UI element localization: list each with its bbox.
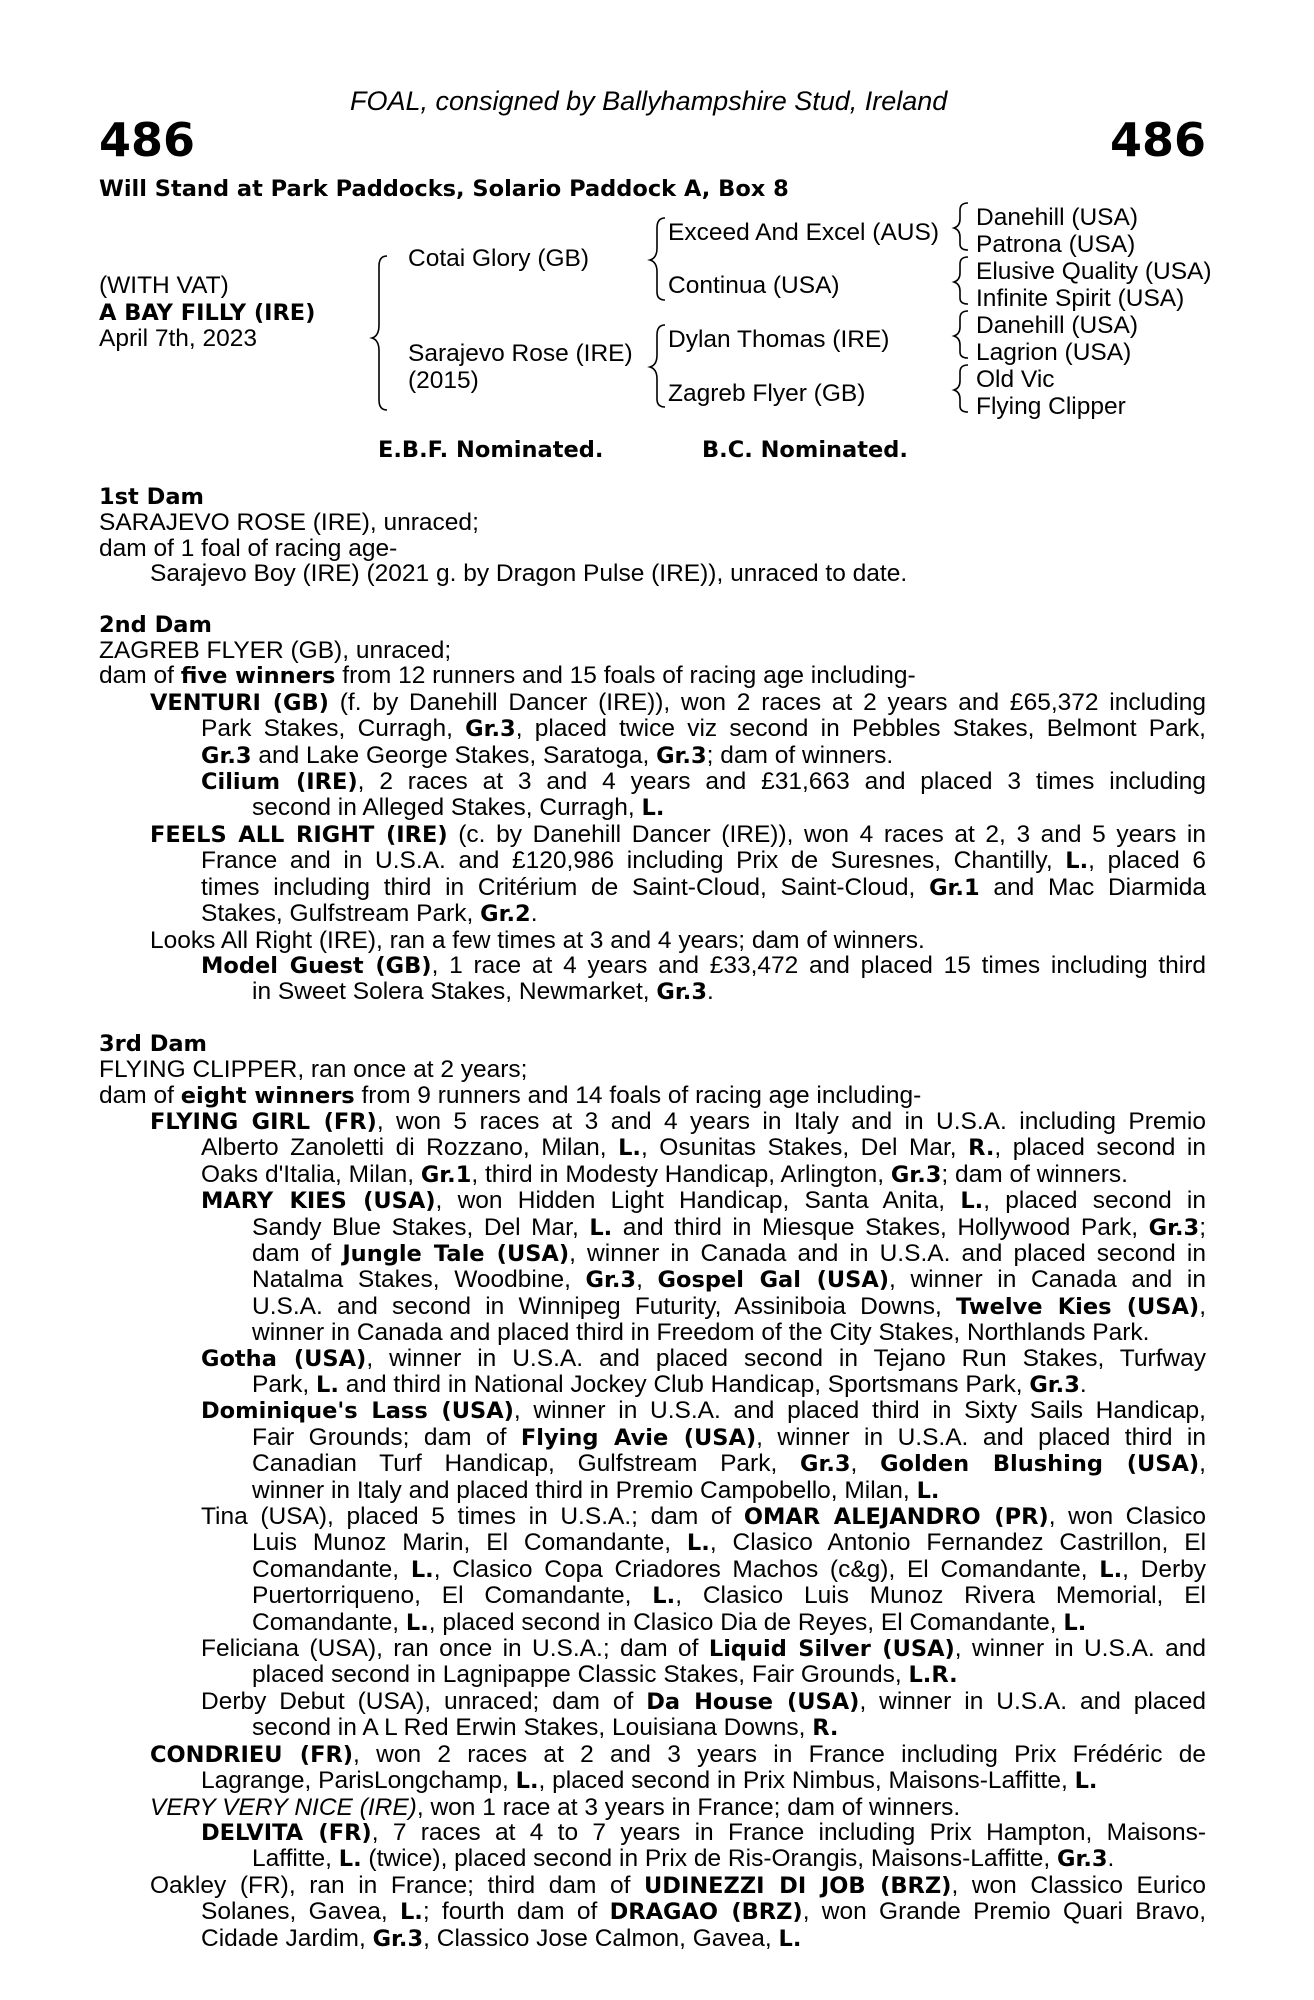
text-segment: ; fourth dam of	[422, 1898, 610, 1926]
bold-text: Gr.3	[656, 742, 707, 769]
third-dam-line: FLYING CLIPPER, ran once at 2 years;	[99, 1056, 528, 1084]
text-segment: , placed 6	[1088, 847, 1207, 875]
gg-7: Old Vic	[976, 366, 1055, 393]
bold-text: VENTURI (GB)	[150, 689, 329, 716]
first-dam-line: SARAJEVO ROSE (IRE), unraced;	[99, 509, 479, 537]
text-segment: and third in National Jockey Club Handicap, Sportsmans Park,	[338, 1371, 1030, 1398]
text-segment: , won Classico Eurico	[951, 1871, 1206, 1899]
text-segment: in Sweet Solera Stakes, Newmarket,	[252, 978, 657, 1006]
bold-text: Dominique's Lass (USA)	[201, 1398, 514, 1425]
text-segment: , placed second in	[983, 1187, 1207, 1215]
feels-entry-cont	[99, 875, 1206, 901]
bold-text: OMAR ALEJANDRO (PR)	[743, 1504, 1049, 1531]
text-segment: ;	[1199, 1213, 1206, 1241]
feels-entry	[99, 822, 1206, 848]
bold-text: L.	[399, 1899, 423, 1926]
text-segment: , winner in Canada and in U.S.A. and placed second in	[569, 1239, 1206, 1267]
text-segment: , Derby	[1122, 1555, 1207, 1583]
delvita-entry	[99, 1820, 1206, 1846]
text-segment: from 9 runners and 14 foals of racing age including-	[354, 1081, 922, 1109]
text-segment: Puertorriqueno, El Comandante,	[252, 1582, 653, 1610]
text-segment: second in Alleged Stakes, Curragh,	[252, 794, 642, 822]
text-segment: (twice), placed second in Prix de Ris-Orangis, Maisons-Laffitte,	[361, 1845, 1057, 1873]
text-segment: , Clasico Antonio Fernandez Castrillon, El	[709, 1529, 1207, 1557]
dominiques-lass-entry-cont	[99, 1451, 1206, 1477]
stand-location: Will Stand at Park Paddocks, Solario Paddock A, Box 8	[99, 176, 789, 202]
text-segment: , placed second in Prix Nimbus, Maisons-Laffitte,	[538, 1767, 1075, 1795]
dam: Sarajevo Rose (IRE)	[408, 340, 633, 367]
venturi-entry	[99, 690, 1206, 716]
bold-text: L.	[778, 1925, 802, 1952]
text-segment: placed second in Lagnipappe Classic Stakes, Fair Grounds,	[252, 1661, 909, 1689]
oakley-entry-cont	[99, 1899, 1206, 1925]
bold-text: five winners	[180, 663, 336, 690]
bold-text: Gr.3	[372, 1925, 424, 1952]
bold-text: Gospel Gal (USA)	[657, 1267, 890, 1294]
text-segment: , won 5 races at 3 and 4 years in Italy and in U.S.A. including Premio	[376, 1107, 1206, 1135]
bold-text: Liquid Silver (USA)	[708, 1636, 955, 1663]
text-segment: Tina (USA), placed 5 times in U.S.A.; dam of	[201, 1503, 744, 1531]
text-segment: Cidade Jardim,	[201, 1924, 373, 1952]
bold-text: L.	[589, 1214, 613, 1241]
text-segment: ; dam of winners.	[706, 741, 894, 769]
very-very-nice-entry	[99, 1795, 1206, 1820]
bold-text: L.	[686, 1530, 710, 1557]
text-segment: , Clasico Copa Criadores Machos (c&g), El Comandante,	[433, 1555, 1100, 1583]
bold-text: L.	[916, 1477, 940, 1504]
text-segment: VERY VERY NICE (IRE)	[150, 1793, 417, 1821]
text-segment: U.S.A. and second in Winnipeg Futurity, Assiniboia Downs,	[252, 1292, 956, 1320]
condrieu-entry-cont	[99, 1768, 1206, 1794]
bold-text: L.	[652, 1583, 676, 1610]
bold-text: DELVITA (FR)	[201, 1819, 372, 1846]
text-segment: ,	[636, 1266, 658, 1294]
oakley-entry	[99, 1873, 1206, 1899]
ebf-nomination: E.B.F. Nominated.	[378, 437, 604, 463]
foaling-date: April 7th, 2023	[99, 325, 257, 352]
text-segment: Lagrange, ParisLongchamp,	[201, 1767, 516, 1795]
dam-dam: Zagreb Flyer (GB)	[668, 380, 866, 407]
bold-text: Flying Avie (USA)	[520, 1424, 757, 1451]
second-dam-heading: 2nd Dam	[99, 611, 212, 638]
bold-text: L.	[316, 1372, 339, 1398]
text-segment: ,	[1199, 1292, 1206, 1320]
text-segment: France and in U.S.A. and £120,986 including Prix de Suresnes, Chantilly,	[201, 847, 1066, 875]
bold-text: FLYING GIRL (FR)	[150, 1108, 377, 1135]
gg-8: Flying Clipper	[976, 393, 1126, 420]
text-segment: ; dam of winners.	[941, 1160, 1128, 1188]
mary-kies-entry-cont	[99, 1267, 1206, 1293]
sire-dam: Continua (USA)	[668, 272, 840, 299]
bold-text: L.	[618, 1135, 641, 1162]
text-segment: Stakes, Gulfstream Park,	[201, 900, 481, 928]
flying-girl-entry-cont	[99, 1135, 1206, 1161]
bold-text: MARY KIES (USA)	[201, 1188, 436, 1215]
text-segment: times including third in Critérium de Saint-Cloud, Saint-Cloud,	[201, 873, 930, 901]
model-guest-entry	[99, 953, 1206, 979]
text-segment: , placed second in Clasico Dia de Reyes, El Comandante,	[428, 1608, 1064, 1636]
text-segment: , 7 races at 4 to 7 years in France including Prix Hampton, Maisons-	[371, 1818, 1207, 1846]
bold-text: eight winners	[180, 1082, 355, 1109]
bold-text: Gr.1	[929, 874, 980, 901]
bold-text: L.	[405, 1609, 429, 1636]
text-segment: .	[530, 900, 538, 928]
bold-text: L.	[1074, 1768, 1098, 1795]
text-segment: Natalma Stakes, Woodbine,	[252, 1266, 586, 1294]
bc-nomination: B.C. Nominated.	[702, 437, 908, 463]
text-segment: Alberto Zanoletti di Rozzano, Milan,	[201, 1134, 619, 1162]
text-segment: , won 2 races at 2 and 3 years in France including Prix Frédéric de	[353, 1740, 1206, 1768]
text-segment: Canadian Turf Handicap, Gulfstream Park,	[252, 1450, 800, 1478]
bold-text: FEELS ALL RIGHT (IRE)	[150, 821, 448, 848]
vat-note: (WITH VAT)	[99, 272, 229, 299]
bold-text: L.	[515, 1768, 539, 1795]
bold-text: L.	[410, 1556, 434, 1583]
text-segment: Oaks d'Italia, Milan,	[201, 1160, 421, 1188]
gg-2: Patrona (USA)	[976, 231, 1136, 258]
venturi-entry-cont	[99, 716, 1206, 742]
bold-text: L.	[641, 795, 665, 822]
second-dam-summary	[99, 663, 1206, 689]
bold-text: Gr.3	[890, 1161, 942, 1188]
text-segment: Fair Grounds; dam of	[252, 1423, 521, 1451]
catalogue-body	[99, 485, 1206, 1952]
bold-text: Gr.3	[656, 979, 707, 1006]
lot-title: A BAY FILLY (IRE)	[99, 300, 316, 326]
tina-entry	[99, 1504, 1206, 1530]
text-segment: , won Clasico	[1048, 1503, 1207, 1531]
text-segment: .	[706, 978, 714, 1006]
first-dam-heading: 1st Dam	[99, 484, 204, 510]
mary-kies-entry	[99, 1188, 1206, 1214]
text-segment: , winner in U.S.A. and placed	[859, 1687, 1206, 1715]
text-segment: second in A L Red Erwin Stakes, Louisiana Downs,	[252, 1714, 813, 1742]
text-segment: dam of	[99, 662, 181, 690]
gg-1: Danehill (USA)	[976, 204, 1139, 231]
bold-text: L.	[960, 1188, 984, 1215]
text-segment: .	[1107, 1845, 1115, 1873]
derby-debut-entry-cont	[99, 1715, 1206, 1741]
bold-text: L.	[338, 1846, 362, 1873]
bold-text: Da House (USA)	[646, 1688, 860, 1715]
bold-text: CONDRIEU (FR)	[150, 1741, 354, 1768]
text-segment: (f. by Danehill Dancer (IRE)), won 2 races at 2 years and £65,372 including	[328, 688, 1207, 716]
bold-text: L.	[1065, 848, 1089, 875]
text-segment: Laffitte,	[252, 1845, 339, 1873]
gg-6: Lagrion (USA)	[976, 339, 1132, 366]
bold-text: Jungle Tale (USA)	[342, 1240, 570, 1267]
dominiques-lass-entry-cont	[99, 1478, 1206, 1504]
text-segment: Comandante,	[252, 1555, 411, 1583]
text-segment: , 2 races at 3 and 4 years and £31,663 and placed 3 times including	[357, 768, 1206, 796]
text-segment: , Classico Jose Calmon, Gavea,	[423, 1924, 779, 1952]
mary-kies-entry-cont	[99, 1215, 1206, 1241]
derby-debut-entry	[99, 1689, 1206, 1715]
gg-5: Danehill (USA)	[976, 312, 1139, 339]
text-segment: , placed twice viz second in Pebbles Stakes, Belmont Park,	[515, 715, 1206, 743]
tina-entry-cont	[99, 1557, 1206, 1583]
cilium-entry	[99, 769, 1206, 795]
text-segment: and third in Miesque Stakes, Hollywood Park,	[612, 1213, 1149, 1241]
text-segment: Comandante,	[252, 1608, 406, 1636]
produce-entry: Sarajevo Boy (IRE) (2021 g. by Dragon Pulse (IRE)), unraced to date.	[150, 560, 908, 588]
text-segment: , Osunitas Stakes, Del Mar,	[640, 1134, 969, 1162]
looks-entry: Looks All Right (IRE), ran a few times at 3 and 4 years; dam of winners.	[150, 926, 925, 954]
text-segment: winner in Italy and placed third in Premio Campobello, Milan,	[252, 1476, 917, 1504]
model-guest-entry-cont	[99, 979, 1206, 1005]
bold-text: Gr.3	[1148, 1214, 1200, 1241]
first-dam-foals: dam of 1 foal of racing age-	[99, 534, 398, 562]
third-dam-summary	[99, 1083, 1206, 1109]
bold-text: Gr.3	[201, 742, 252, 769]
feliciana-entry	[99, 1636, 1206, 1662]
text-segment	[99, 587, 1206, 613]
text-segment: , winner in U.S.A. and placed third in Sixty Sails Handicap,	[513, 1397, 1206, 1425]
sire: Cotai Glory (GB)	[408, 245, 590, 272]
text-segment: Derby Debut (USA), unraced; dam of	[201, 1687, 647, 1715]
text-segment: Sandy Blue Stakes, Del Mar,	[252, 1213, 590, 1241]
mary-kies-entry-cont	[99, 1294, 1206, 1320]
text-segment: Feliciana (USA), ran once in U.S.A.; dam of	[201, 1635, 709, 1663]
bold-text: L.	[1063, 1609, 1087, 1636]
text-segment: Park,	[252, 1371, 316, 1398]
dominiques-lass-entry-cont	[99, 1425, 1206, 1451]
text-segment	[99, 1006, 1206, 1032]
bold-text: Twelve Kies (USA)	[955, 1293, 1200, 1320]
text-segment: (c. by Danehill Dancer (IRE)), won 4 races at 2, 3 and 5 years in	[447, 820, 1207, 848]
text-segment: ,	[1199, 1450, 1206, 1478]
text-segment: Park Stakes, Curragh,	[201, 715, 466, 743]
text-segment: dam of	[99, 1081, 181, 1109]
dam-year: (2015)	[408, 367, 479, 394]
mary-kies-entry-cont	[99, 1241, 1206, 1267]
feels-entry-cont	[99, 901, 1206, 927]
bold-text: Gr.3	[585, 1267, 637, 1294]
text-segment: Luis Munoz Marin, El Comandante,	[252, 1529, 687, 1557]
tina-entry-cont	[99, 1610, 1206, 1636]
text-segment: , winner in U.S.A. and placed second in Tejano Run Stakes, Turfway	[366, 1344, 1207, 1372]
bold-text: Cilium (IRE)	[201, 769, 358, 796]
text-segment: , won Hidden Light Handicap, Santa Anita,	[435, 1187, 961, 1215]
text-segment: , winner in U.S.A. and placed third in	[756, 1423, 1206, 1451]
sire-sire: Exceed And Excel (AUS)	[668, 219, 939, 246]
text-segment: , won Grande Premio Quari Bravo,	[802, 1898, 1206, 1926]
text-segment: ,	[850, 1450, 881, 1478]
bold-text: Gr.3	[1056, 1846, 1108, 1873]
venturi-entry-cont	[99, 743, 1206, 769]
text-segment: , placed second in	[994, 1134, 1206, 1162]
bold-text: L.	[1099, 1556, 1123, 1583]
oakley-entry-cont	[99, 1926, 1206, 1952]
text-segment: , won 1 race at 3 years in France; dam of winners.	[416, 1793, 961, 1821]
text-segment: , winner in Canada and in	[889, 1266, 1206, 1294]
text-segment: .	[1079, 1371, 1087, 1398]
text-segment: , third in Modesty Handicap, Arlington,	[471, 1160, 891, 1188]
dominiques-lass-entry	[99, 1398, 1206, 1424]
third-dam-heading: 3rd Dam	[99, 1030, 207, 1057]
text-segment: and Mac Diarmida	[979, 873, 1206, 901]
text-segment: , winner in U.S.A. and	[954, 1635, 1206, 1663]
feliciana-entry-cont	[99, 1662, 1206, 1688]
text-segment: , 1 race at 4 years and £33,472 and placed 15 times including third	[431, 951, 1207, 979]
bold-text: R.	[812, 1715, 839, 1742]
second-dam-line: ZAGREB FLYER (GB), unraced;	[99, 637, 452, 665]
gg-3: Elusive Quality (USA)	[976, 258, 1212, 285]
text-segment: Solanes, Gavea,	[201, 1898, 400, 1926]
bold-text: Gr.3	[799, 1451, 851, 1478]
bold-text: Gr.1	[420, 1161, 472, 1188]
lot-number-left: 486	[99, 113, 196, 167]
bold-text: UDINEZZI DI JOB (BRZ)	[644, 1872, 952, 1899]
text-segment: , Clasico Luis Munoz Rivera Memorial, El	[675, 1582, 1206, 1610]
flying-girl-entry-cont	[99, 1162, 1206, 1188]
bold-text: L.R.	[908, 1662, 958, 1689]
bold-text: R.	[968, 1135, 995, 1162]
cilium-entry-cont	[99, 795, 1206, 821]
bold-text: Model Guest (GB)	[201, 952, 432, 979]
gotha-entry	[99, 1346, 1206, 1372]
text-segment: from 12 runners and 15 foals of racing age including-	[335, 662, 916, 690]
gg-4: Infinite Spirit (USA)	[976, 285, 1185, 312]
bold-text: Gr.3	[1029, 1372, 1080, 1398]
flying-girl-entry	[99, 1109, 1206, 1135]
text-segment: and Lake George Stakes, Saratoga,	[251, 741, 657, 769]
text-segment: dam of	[252, 1239, 343, 1267]
bold-text: Gr.3	[465, 716, 516, 743]
mary-kies-entry-cont: winner in Canada and placed third in Freedom of the City Stakes, Northlands Park.	[252, 1319, 1150, 1347]
tina-entry-cont	[99, 1583, 1206, 1609]
lot-number-right: 486	[1109, 113, 1206, 167]
gotha-entry-cont	[99, 1372, 1206, 1398]
dam-sire: Dylan Thomas (IRE)	[668, 326, 890, 353]
bold-text: DRAGAO (BRZ)	[609, 1899, 803, 1926]
bold-text: Gr.2	[480, 901, 531, 928]
condrieu-entry	[99, 1742, 1206, 1768]
bold-text: Golden Blushing (USA)	[880, 1451, 1200, 1478]
bold-text: Gotha (USA)	[201, 1345, 367, 1372]
text-segment: Oakley (FR), ran in France; third dam of	[150, 1871, 645, 1899]
delvita-entry-cont	[99, 1846, 1206, 1872]
feels-entry-cont	[99, 848, 1206, 874]
consignment-line: FOAL, consigned by Ballyhampshire Stud, Ireland	[350, 86, 948, 116]
tina-entry-cont	[99, 1530, 1206, 1556]
